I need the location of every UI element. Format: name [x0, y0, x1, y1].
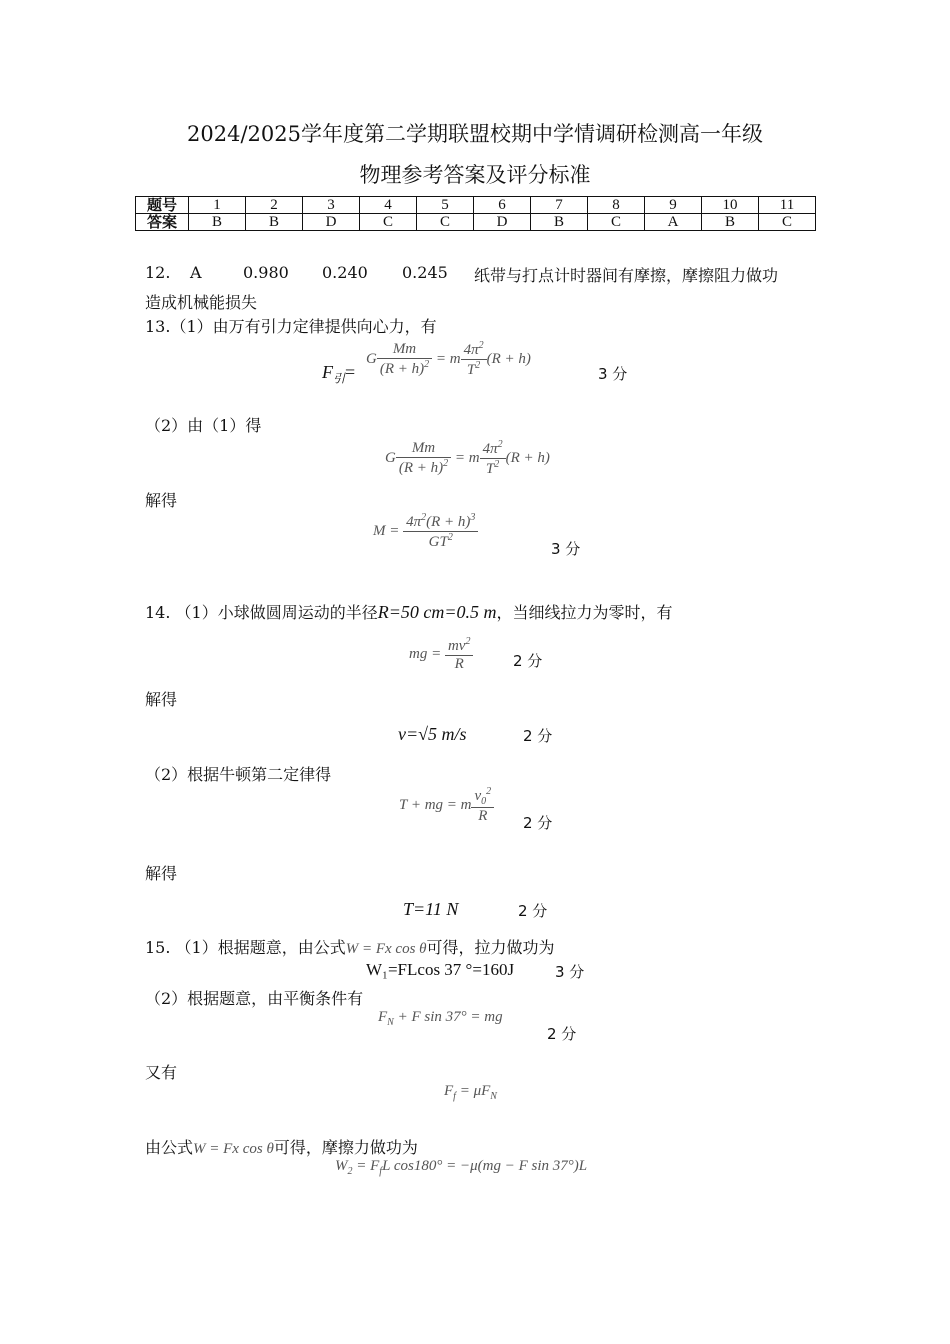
- table-row-numbers: [136, 197, 816, 214]
- table-cell: A: [645, 214, 702, 231]
- q13-equation-2: G $\frac{Mm}{(R + h)^2}$ = m $\frac{4\pi^2}{T^2}$ (R + h): [385, 439, 550, 477]
- q15-part1-text: [145, 935, 555, 958]
- table-row-answers: [136, 214, 816, 231]
- q14-score-3: 2 分: [523, 814, 553, 832]
- q15-score-2: 2 分: [547, 1025, 577, 1043]
- q13-force-label: [322, 362, 355, 387]
- table-cell: 6: [474, 197, 531, 214]
- q13-part2-text: （2）由（1）得: [145, 416, 262, 435]
- q13-solve-label: 解得: [145, 491, 178, 510]
- force-symbol: F: [322, 362, 333, 382]
- table-cell: B: [189, 214, 246, 231]
- q15-part1-head: 15. （1）根据题意，由公式: [145, 938, 346, 957]
- table-cell: C: [588, 214, 645, 231]
- q15-part1-tail: 可得，拉力做功为: [426, 938, 555, 957]
- q14-part2-text: （2）根据牛顿第二定律得: [145, 765, 332, 784]
- q14-part1-tail: ，当细线拉力为零时，有: [496, 603, 673, 622]
- title-line-1: 2024/2025学年度第二学期联盟校期中学情调研检测高一年级: [187, 122, 763, 146]
- q14-equation-2: T + mg = m $\frac{v_0^2}{R}$: [399, 786, 494, 825]
- q12-answer-4: 0.245: [402, 263, 448, 282]
- q13-part1-text: 13.（1）由万有引力定律提供向心力，有: [145, 317, 437, 336]
- table-cell: C: [360, 214, 417, 231]
- table-cell: D: [474, 214, 531, 231]
- force-subscript: 引: [333, 371, 346, 386]
- q12-answer-3: 0.240: [322, 263, 368, 282]
- q15-equation-1: $F_N + F$ sin 37° = mg: [378, 1009, 503, 1028]
- equals-sign: =: [345, 362, 356, 382]
- q12-reason-2: 造成机械能损失: [145, 293, 258, 312]
- q12-number: 12.: [145, 263, 171, 282]
- table-cell: D: [303, 214, 360, 231]
- q14-radius-expr: R=50 cm=0.5 m: [377, 602, 497, 622]
- table-cell: 1: [189, 197, 246, 214]
- table-cell: 10: [702, 197, 759, 214]
- q15-work1-expr: W₁=FLcos 37 °=160J: [366, 960, 515, 979]
- table-cell: 8: [588, 197, 645, 214]
- table-cell: B: [246, 214, 303, 231]
- q15-equation-3: $W_2 = F_fL$ cos180° = −μ(mg − F sin 37°)L: [335, 1158, 588, 1177]
- q14-score-2: 2 分: [523, 727, 553, 745]
- q15-part3-tail: 可得，摩擦力做功为: [273, 1138, 418, 1157]
- table-cell: C: [417, 214, 474, 231]
- q14-score-4: 2 分: [518, 902, 548, 920]
- title-line-2: 物理参考答案及评分标准: [359, 163, 591, 187]
- table-cell: 2: [246, 197, 303, 214]
- row-label-answer: 答案: [136, 214, 189, 231]
- q13-score-2: 3 分: [551, 540, 581, 558]
- table-cell: 11: [759, 197, 816, 214]
- q14-solve-label-1: 解得: [145, 690, 178, 709]
- table-cell: 4: [360, 197, 417, 214]
- q15-equation-2: $F_f = \mu F_N$: [444, 1083, 497, 1102]
- q14-velocity-expr: v=√5 m/s: [398, 724, 467, 744]
- table-cell: B: [702, 214, 759, 231]
- q12-reason-1: 纸带与打点计时器间有摩擦，摩擦阻力做功: [474, 266, 779, 285]
- table-cell: 3: [303, 197, 360, 214]
- q15-formula-2: W = Fx cos θ: [193, 1141, 274, 1157]
- q13-score-1: 3 分: [598, 365, 628, 383]
- q14-equation-1: mg = $\frac{mv^2}{R}$: [409, 636, 473, 673]
- q13-equation-3: M = $\frac{4\pi^2(R + h)^3}{GT^2}$: [373, 512, 478, 551]
- q14-part1-text: [145, 600, 673, 623]
- q15-also-label: 又有: [145, 1063, 178, 1082]
- q13-equation-1: G $\frac{Mm}{(R + h)^2}$ = m $\frac{4\pi^2}{T^2}$ (R + h): [366, 340, 531, 378]
- q14-part1-head: 14. （1）小球做圆周运动的半径: [145, 603, 378, 622]
- q15-formula-1: W = Fx cos θ: [345, 941, 427, 957]
- q14-score-1: 2 分: [513, 652, 543, 670]
- table-cell: C: [759, 214, 816, 231]
- q15-part2-text: （2）根据题意，由平衡条件有: [145, 989, 364, 1008]
- table-cell: 7: [531, 197, 588, 214]
- q15-part3-text: [145, 1135, 418, 1158]
- q14-solve-label-2: 解得: [145, 864, 178, 883]
- answer-table: [135, 196, 816, 231]
- q15-score-1: 3 分: [555, 963, 585, 981]
- table-cell: 9: [645, 197, 702, 214]
- q12-answer-2: 0.980: [243, 263, 289, 282]
- q14-tension-expr: T=11 N: [403, 899, 459, 919]
- q12-answer-1: A: [190, 263, 202, 282]
- table-cell: B: [531, 214, 588, 231]
- row-label-number: 题号: [136, 197, 189, 214]
- q15-part3-head: 由公式: [145, 1138, 194, 1157]
- table-cell: 5: [417, 197, 474, 214]
